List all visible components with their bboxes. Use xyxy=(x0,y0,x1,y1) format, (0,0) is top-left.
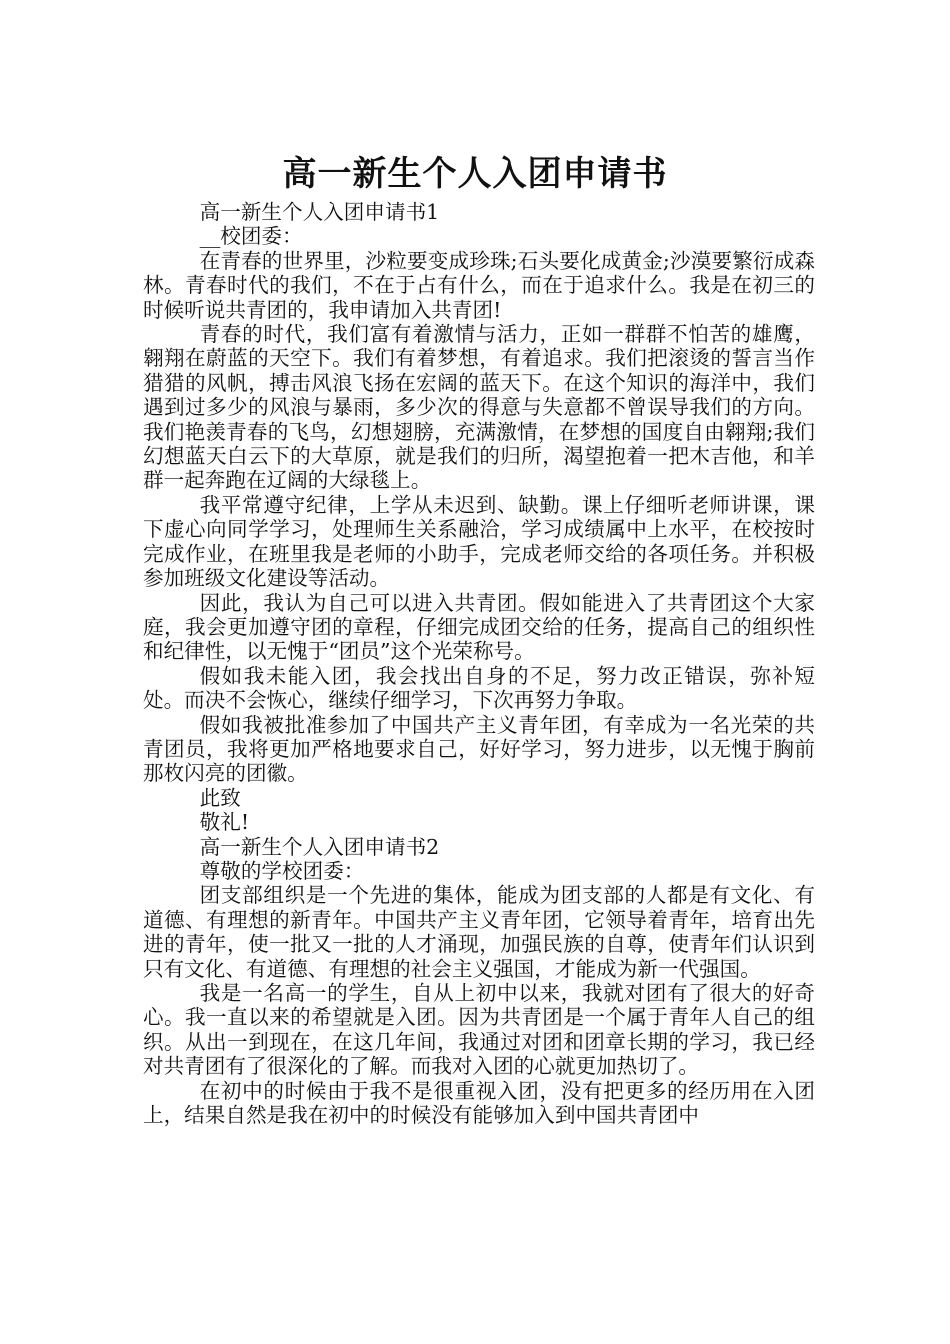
paragraph: 青春的时代，我们富有着激情与活力，正如一群群不怕苦的雄鹰，翱翔在蔚蓝的天空下。我们有着梦想，有着追求。我们把滚烫的誓言当作猎猎的风帆，搏击风浪飞扬在宏阔的蓝天下。在这个知识的海洋中，我们遇到过多少的风浪与暴雨，多少次的得意与失意都不曾误导我们的方向。我们艳羡青春的飞鸟，幻想翅膀，充满激情，在梦想的国度自由翱翔;我们幻想蓝天白云下的大草原，就是我们的归所，渴望抱着一把木吉他，和羊群一起奔跑在辽阔的大绿毯上。 xyxy=(143,322,815,493)
salutation-2: 尊敬的学校团委： xyxy=(199,858,365,883)
section-heading-2: 高一新生个人入团申请书2 xyxy=(199,834,440,859)
document-title: 高一新生个人入团申请书 xyxy=(282,153,668,194)
closing-line: 敬礼! xyxy=(199,810,250,835)
closing-line: 此致 xyxy=(199,785,241,810)
paragraph: 假如我未能入团，我会找出自身的不足，努力改正错误，弥补短处。而决不会恢心，继续仔细学习，下次再努力争取。 xyxy=(143,663,815,713)
paragraph: 在青春的世界里，沙粒要变成珍珠;石头要化成黄金;沙漠要繁衍成森林。青春时代的我们，不在于占有什么，而在于追求什么。我是在初三的时候听说共青团的，我申请加入共青团! xyxy=(143,248,815,322)
document-body xyxy=(143,200,815,1127)
paragraph: 因此，我认为自己可以进入共青团。假如能进入了共青团这个大家庭，我会更加遵守团的章程，仔细完成团交给的任务，提高自己的组织性和纪律性，以无愧于“团员”这个光荣称号。 xyxy=(143,590,815,664)
paragraph: 我是一名高一的学生，自从上初中以来，我就对团有了很大的好奇心。我一直以来的希望就是入团。因为共青团是一个属于青年人自己的组织。从出一到现在，在这几年间，我通过对团和团章长期的学习，我已经对共青团有了很深化的了解。而我对入团的心就更加热切了。 xyxy=(143,981,815,1079)
salutation-1: __校团委： xyxy=(199,224,303,249)
paragraph: 假如我被批准参加了中国共产主义青年团，有幸成为一名光荣的共青团员，我将更加严格地要求自己，好好学习，努力进步，以无愧于胸前那枚闪亮的团徽。 xyxy=(143,712,815,786)
paragraph: 团支部组织是一个先进的集体，能成为团支部的人都是有文化、有道德、有理想的新青年。中国共产主义青年团，它领导着青年，培育出先进的青年，使一批又一批的人才涌现，加强民族的自尊，使青年们认识到只有文化、有道德、有理想的社会主义强国，才能成为新一代强国。 xyxy=(143,883,815,981)
paragraph: 我平常遵守纪律，上学从未迟到、缺勤。课上仔细听老师讲课，课下虚心向同学学习，处理师生关系融洽，学习成绩属中上水平，在校按时完成作业，在班里我是老师的小助手，完成老师交给的各项任务。并积极参加班级文化建设等活动。 xyxy=(143,492,815,591)
paragraph: 在初中的时候由于我不是很重视入团，没有把更多的经历用在入团上，结果自然是我在初中的时候没有能够加入到中国共青团中 xyxy=(143,1078,815,1128)
section-heading-1: 高一新生个人入团申请书1 xyxy=(199,200,440,224)
